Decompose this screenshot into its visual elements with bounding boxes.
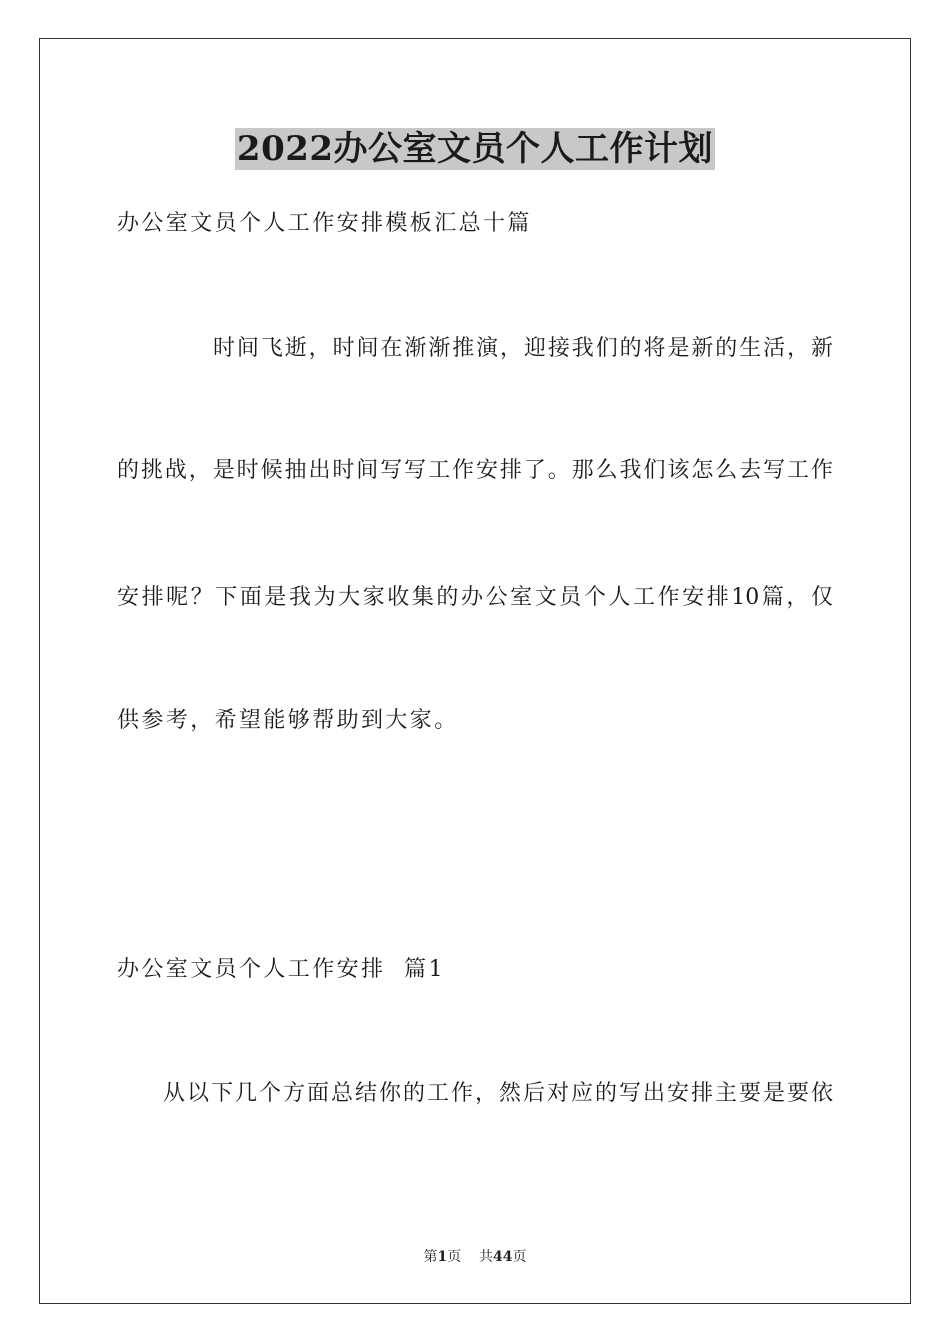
section-heading: 办公室文员个人工作安排 篇1 <box>117 957 445 982</box>
total-label-prefix: 共 <box>479 1249 494 1265</box>
document-title: 2022办公室文员个人工作计划 <box>236 129 714 169</box>
paragraph-line: 的挑战，是时候抽出时间写写工作安排了。那么我们该怎么去写工作 <box>117 458 833 483</box>
page-footer <box>0 1247 950 1267</box>
paragraph-line: 安排呢？下面是我为大家收集的办公室文员个人工作安排10篇，仅 <box>117 585 833 610</box>
paragraph-line: 供参考，希望能够帮助到大家。 <box>117 708 459 733</box>
total-pages: 44 <box>493 1249 513 1265</box>
page-label-prefix: 第 <box>423 1249 438 1265</box>
paragraph-line: 时间飞逝，时间在渐渐推演，迎接我们的将是新的生活，新 <box>213 336 833 361</box>
document-subtitle: 办公室文员个人工作安排模板汇总十篇 <box>117 211 532 236</box>
title-container <box>0 128 950 170</box>
paragraph-line: 从以下几个方面总结你的工作，然后对应的写出安排主要是要依 <box>163 1081 833 1106</box>
page-label-suffix: 页 <box>447 1249 462 1265</box>
total-label-suffix: 页 <box>512 1249 527 1265</box>
page-number: 1 <box>437 1249 448 1265</box>
